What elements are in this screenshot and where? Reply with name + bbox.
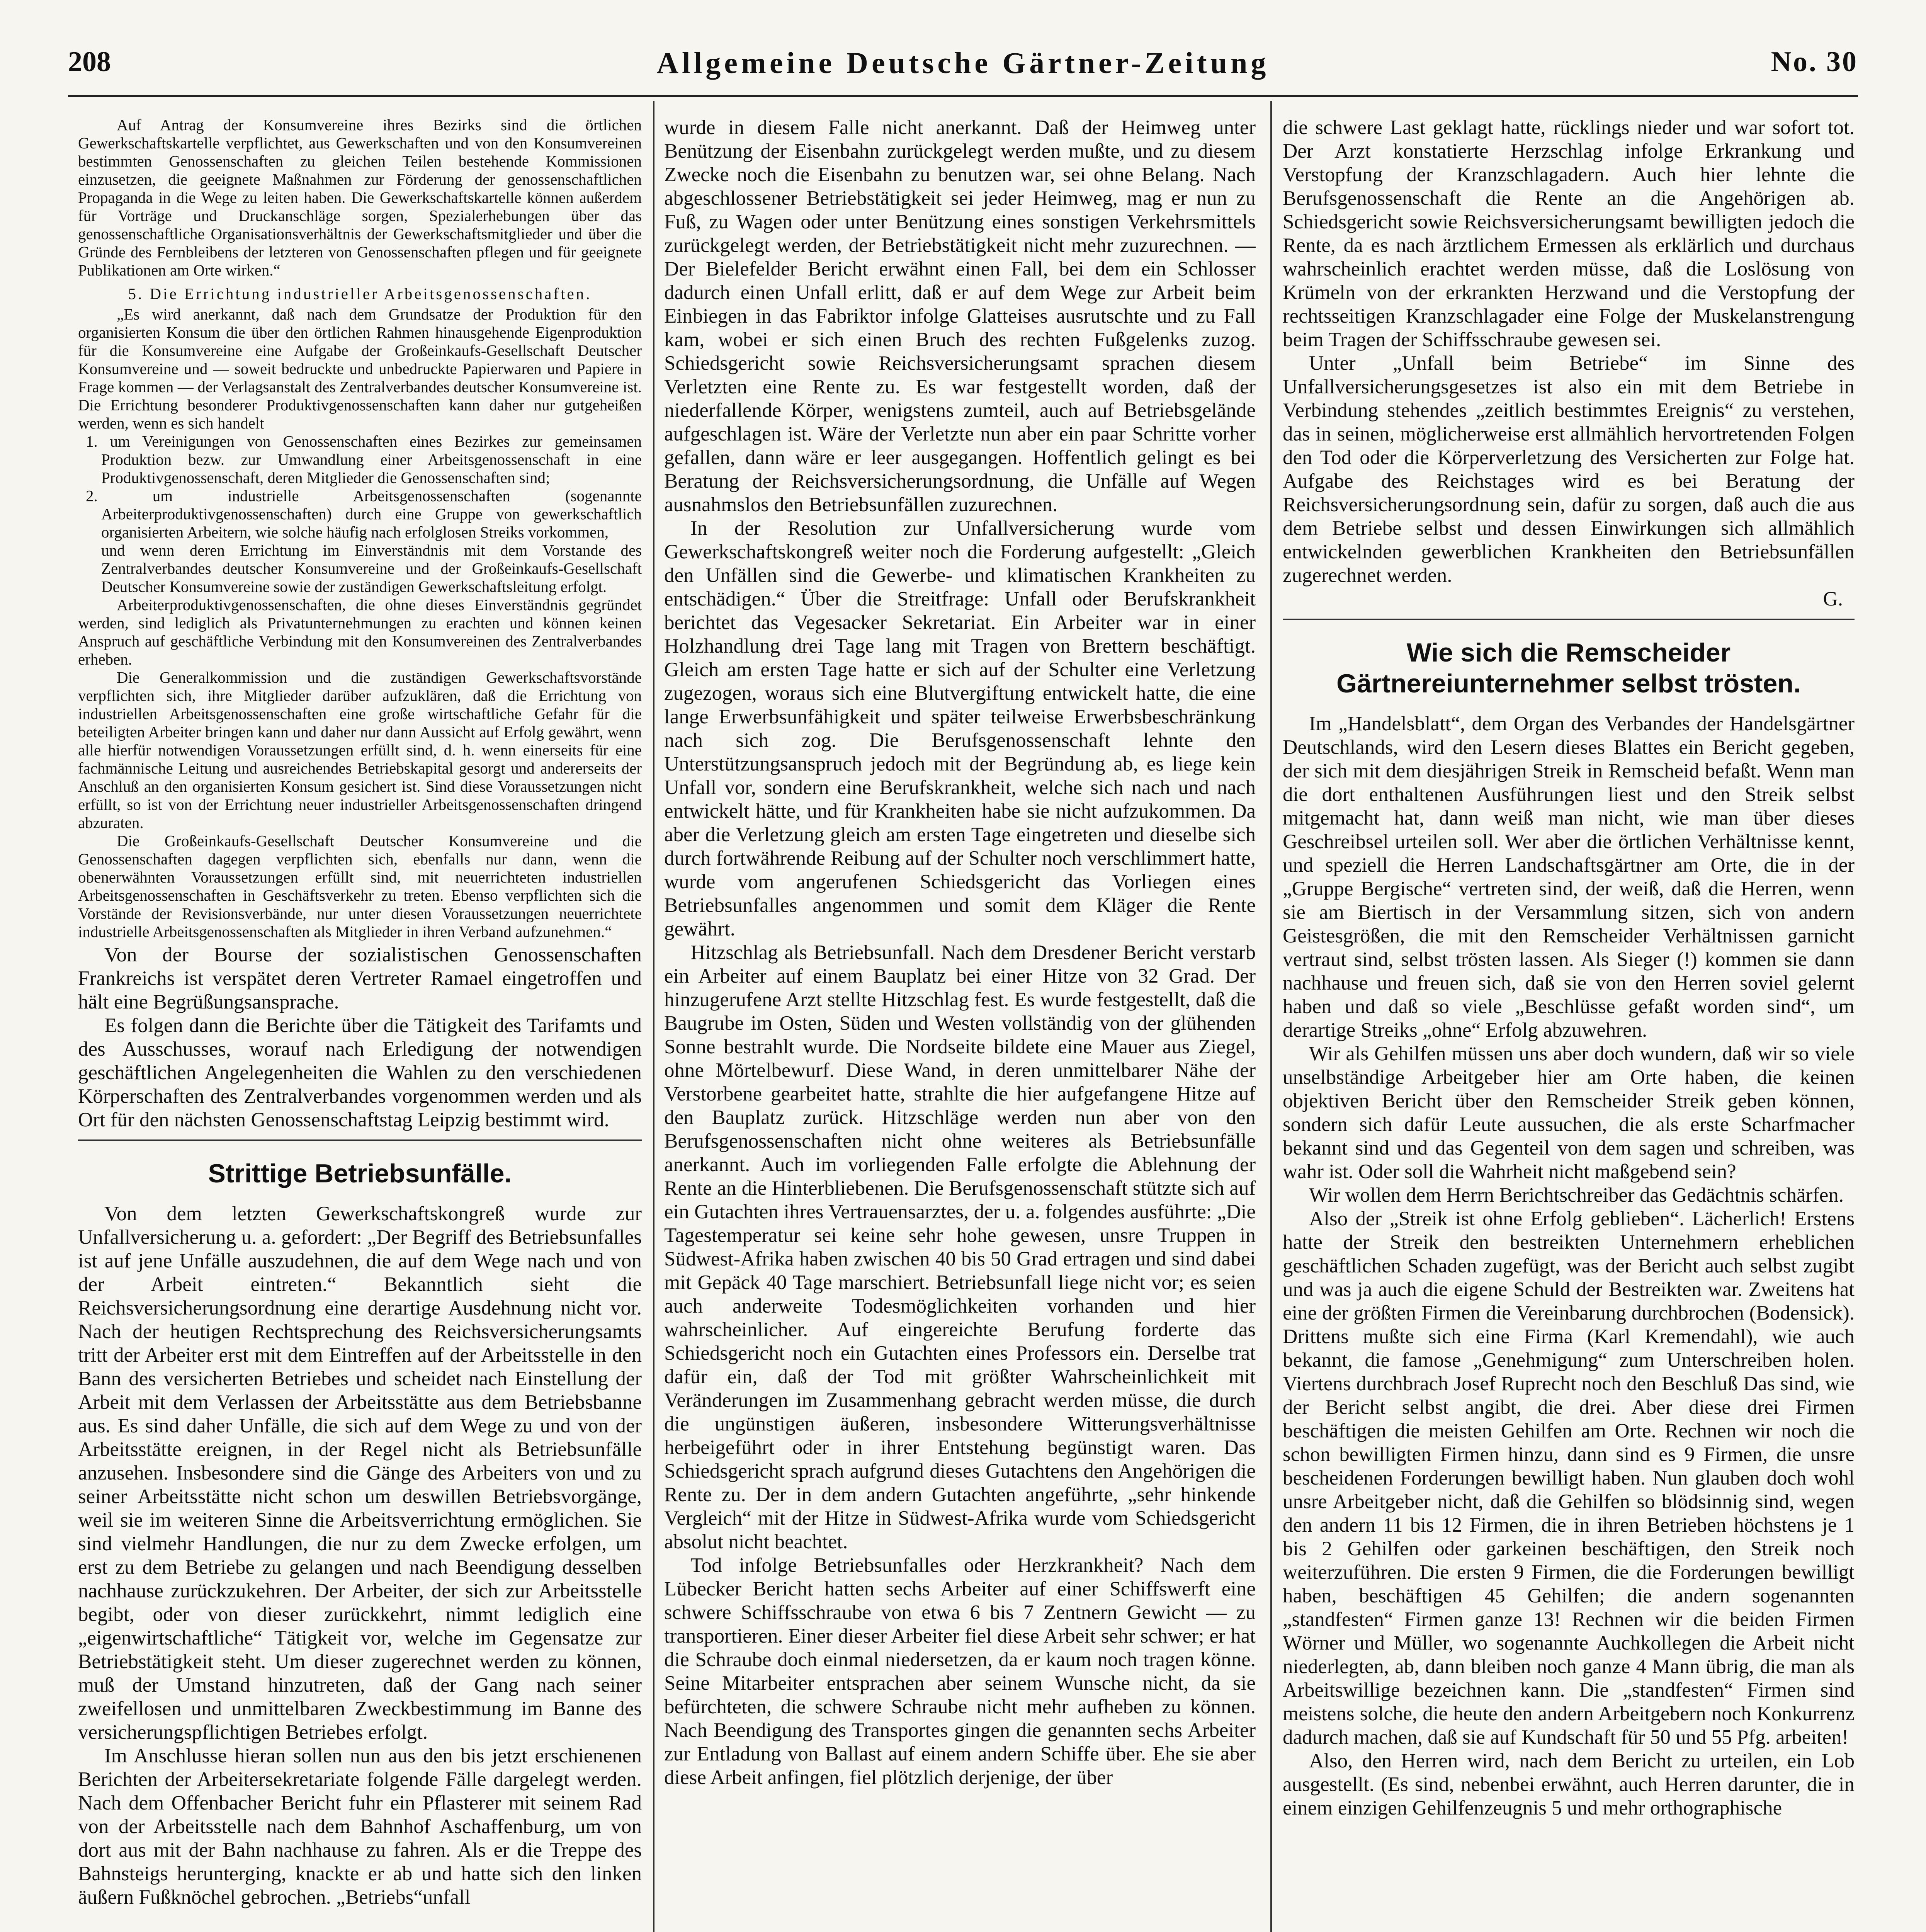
paragraph: Unter „Unfall beim Betriebe“ im Sinne des Unfallversicherungsgesetzes ist also ein mit dem Betriebe in Verbindung stehendes „zeitlich bestimmtes Ereignis“ zu verstehen, das in seinen, möglicherweise erst allmählich hervortretenden Folgen den Tod oder die Körperverletzung des Versicherten zur Folge hat. Aufgabe des Reichstages wird es bei Beratung der Reichsversicherungsordnung sein, dafür zu sorgen, daß auch die aus dem Betriebe selbst und dessen Einwirkungen sich allmählich entwickelnden gewerblichen Krankheiten den Betriebsunfällen zugerechnet werden. xyxy=(1283,352,1855,587)
author-signature: G. xyxy=(1823,588,1843,610)
column-1 xyxy=(78,116,642,1932)
paragraph: Also der „Streik ist ohne Erfolg geblieben“. Lächerlich! Erstens hatte der Streik den bestreikten Unternehmern erheblichen geschäftlichen Schaden zugefügt, was der Bericht auch selbst zugibt und was ja auch die eigene Schuld der Bestreikten war. Zweitens hat eine der größten Firmen die Vereinbarung durchbrochen (Bodensick). Drittens mußte sich eine Firma (Karl Kremendahl), wie auch bekannt, die famose „Genehmigung“ zum Unterschreiben holen. Viertens durchbrach Josef Ruprecht noch den Beschluß Das sind, wie der Bericht selbst angibt, die drei. Aber diese drei Firmen beschäftigen die meisten Gehilfen am Orte. Rechnen wir noch die schon bewilligten Firmen hinzu, dann sind es 9 Firmen, die unsre bescheidenen Forderungen bewilligt haben. Nun glauben doch wohl unsre Arbeitgeber nicht, daß die Gehilfen so blödsinnig sind, wegen den andern 11 bis 12 Firmen, die in ihren Betrieben höchstens je 1 bis 2 Gehilfen oder garkeinen beschäftigen, den Streik noch weiterzuführen. Die ersten 9 Firmen, die die Forderungen bewilligt haben, beschäftigen 45 Gehilfen; die andern sogenannten „standfesten“ Firmen ganze 13! Rechnen wir die beiden Firmen Wörner und Müller, wo sogenannte Auchkollegen die Arbeit nicht niederlegten, ab, dann bleiben noch ganze 4 Mann übrig, die man als Arbeitswillige bezeichnen kann. Die „standfesten“ Firmen sind meistens solche, die heute den andern Arbeitgebern noch Konkurrenz dadurch machen, daß sie auf Kundschaft für 50 und 55 Pfg. arbeiten! xyxy=(1283,1208,1855,1748)
article-body xyxy=(1283,712,1855,1820)
article-body xyxy=(78,1202,642,1909)
paragraph: die schwere Last geklagt hatte, rücklings nieder und war sofort tot. Der Arzt konstatierte Herzschlag infolge Erkrankung und Verstopfung der Kranzschlagadern. Auch hier lehnte die Berufsgenossenschaft die Rente an die Angehörigen ab. Schiedsgericht sowie Reichsversicherungsamt bewilligten jedoch die Rente, da es nach ärztlichem Ermessen als erklärlich und durchaus wahrscheinlich erachtet werden müsse, daß die Loslösung von Krümeln von der erkrankten Herzwand und die Verstopfung der rechtsseitigen Kranzschlagader eine Folge der Muskelanstrengung beim Tragen der Schiffsschraube gewesen sei. xyxy=(1283,116,1855,351)
column-divider xyxy=(653,101,654,1932)
paragraph: Die Generalkommission und die zuständigen Gewerkschaftsvorstände verpflichten sich, ihre Mitglieder darüber aufzuklären, daß die Errichtung von industriellen Arbeitsgenossenschaften eine große wirtschaftliche Gefahr für die beteiligten Arbeiter bringen kann und daher nur dann Aussicht auf Erfolg gewährt, wenn alle hierfür notwendigen Voraussetzungen erfüllt sind, d. h. wenn einerseits für eine fachmännische Leitung und ausreichendes Betriebskapital gesorgt und andererseits der Anschluß an den organisierten Konsum gesichert ist. Sind diese Voraussetzungen nicht erfüllt, so ist von der Errichtung neuer industrieller Arbeitsgenossenschaften dringend abzuraten. xyxy=(78,668,642,832)
page-header xyxy=(68,46,1858,83)
paragraph: wurde in diesem Falle nicht anerkannt. Daß der Heimweg unter Benützung der Eisenbahn zurückgelegt werden mußte, und zu diesem Zwecke noch die Eisenbahn zu benutzen war, sei ohne Belang. Nach abgeschlossener Betriebstätigkeit sei jeder Heimweg, mag er nun zu Fuß, zu Wagen oder unter Benützung eines sonstigen Verkehrsmittels zurückgelegt werden, der Betriebstätigkeit nicht mehr zuzurechnen. — Der Bielefelder Bericht erwähnt einen Fall, bei dem ein Schlosser dadurch einen Unfall erlitt, daß er auf dem Wege zur Arbeit beim Einbiegen in das Fabriktor infolge Glatteises ausrutschte und zu Fall kam, wobei er sich einen Bruch des rechten Fußgelenks zuzog. Schiedsgericht sowie Reichsversicherungsamt sprachen diesem Verletzten eine Rente zu. Es war festgestellt worden, daß der niederfallende Körper, wenigstens zumteil, auch auf Betriebsgelände aufgeschlagen ist. Wäre der Verletzte nun aber ein paar Schritte vorher gefallen, dann wäre er leer ausgegangen. Hoffentlich gelingt es bei Beratung der Reichsversicherungsordnung, die Unfälle auf Wegen ausnahmslos den Betriebsunfällen zuzurechnen. xyxy=(664,116,1256,516)
paragraph: Die Großeinkaufs-Gesellschaft Deutscher Konsumvereine und die Genossenschaften dagegen verpflichten sich, ebenfalls nur dann, wenn die obenerwähnten Voraussetzungen erfüllt sind, mit neuerrichteten industriellen Arbeitsgenossenschaften in Geschäftsverkehr zu treten. Ebenso verpflichten sich die Vorstände der Revisionsverbände, nur unter diesen Voraussetzungen neuerrichtete industrielle Arbeitsgenossenschaften als Mitglieder in ihren Verband aufzunehmen.“ xyxy=(78,832,642,940)
section-rule xyxy=(1283,619,1855,620)
paragraph: Im Anschlusse hieran sollen nun aus den bis jetzt erschienenen Berichten der Arbeitersekretariate folgende Fälle dargelegt werden. Nach dem Offenbacher Bericht fuhr ein Pflasterer mit seinem Rad von der Arbeitsstelle nach dem Bahnhof Aschaffenburg, um von dort aus mit der Bahn nachhause zu fahren. Als er die Treppe des Bahnsteigs herunterging, knackte er ab und hatte sich den linken äußern Fußknöchel gebrochen. „Betriebs“unfall xyxy=(78,1745,642,1908)
column-divider xyxy=(1270,101,1272,1932)
paragraph: Auf Antrag der Konsumvereine ihres Bezirks sind die örtlichen Gewerkschaftskartelle verpflichtet, aus Gewerkschaften und von den Konsumvereinen bestimmten Genossenschaften zu gleichen Teilen bestehende Kommissionen einzusetzen, die geeignete Maßnahmen zur Förderung der genossenschaftlichen Propaganda in die Wege zu leiten haben. Die Gewerkschaftskartelle können außerdem für Vorträge und Druckanschläge sorgen, Spezialerhebungen über das genossenschaftliche Organisationsverhältnis der Gewerkschaftsmitglieder und über die Gründe des Fernbleibens der letzteren von Genossenschaften pflegen und für geeignete Publikationen am Orte wirken.“ xyxy=(78,116,642,279)
section-heading: 5. Die Errichtung industrieller Arbeitsgenossenschaften. xyxy=(128,285,592,303)
paragraph: Wir als Gehilfen müssen uns aber doch wundern, daß wir so viele unselbständige Arbeitgeber hier am Orte haben, die keinen objektiven Bericht über den Remscheider Streik geben können, sondern sich dafür Leute aussuchen, die als erste Scharfmacher bekannt sind und das Gegenteil von dem sagen und schreiben, was wahr ist. Oder soll die Wahrheit nicht maßgebend sein? xyxy=(1283,1043,1855,1183)
paragraph: Von der Bourse der sozialistischen Genossenschaften Frankreichs ist verspätet deren Vertreter Ramael eingetroffen und hält eine Begrüßungsansprache. xyxy=(78,944,642,1013)
page-number: 208 xyxy=(68,46,111,78)
paragraph: Wir wollen dem Herrn Berichtschreiber das Gedächtnis schärfen. xyxy=(1309,1184,1844,1206)
paragraph: Also, den Herren wird, nach dem Bericht zu urteilen, ein Lob ausgestellt. (Es sind, nebenbei erwähnt, auch Herren darunter, die in einem einzigen Gehilfenzeugnis 5 und mehr orthographische xyxy=(1283,1750,1855,1819)
issue-number: No. 30 xyxy=(1771,46,1858,78)
paragraph: und wenn deren Errichtung im Einverständnis mit dem Vorstande des Zentralverbandes deutscher Konsumvereine und der Großeinkaufs-Gesellschaft Deutscher Konsumvereine sowie der zuständigen Gewerkschaftsleitung erfolgt. xyxy=(101,541,642,595)
paragraph: Arbeiterproduktivgenossenschaften, die ohne dieses Einverständnis gegründet werden, sind lediglich als Privatunternehmungen zu erachten und können keinen Anspruch auf geschäftliche Verbindung mit den Konsumvereinen des Zentralverbandes erheben. xyxy=(78,596,642,668)
paragraph: In der Resolution zur Unfallversicherung wurde vom Gewerkschaftskongreß weiter noch die Forderung aufgestellt: „Gleich den Unfällen sind die Gewerbe- und klimatischen Krankheiten zu entschädigen.“ Über die Streitfrage: Unfall oder Berufskrankheit berichtet das Vegesacker Sekretariat. Ein Arbeiter war in einer Holzhandlung drei Tage lang mit Tragen von Brettern beschäftigt. Gleich am ersten Tage hatte er sich auf der Schulter eine Verletzung zugezogen, woraus sich eine Blutvergiftung entwickelt hatte, die eine lange Erwerbsunfähigkeit und später teilweise Erwerbsbeschränkung nach sich zog. Die Berufsgenossenschaft lehnte den Unterstützungsanspruch jedoch mit der Begründung ab, es liege kein Unfall vor, sondern eine Berufskrankheit, welche sich nach und nach entwickelt hätte, und für Krankheiten habe sie nicht aufzukommen. Da aber die Verletzung gleich am ersten Tage eingetreten und dieselbe sich durch fortwährende Reibung auf der Schulter noch verschlimmert hatte, wurde vom angerufenen Schiedsgericht das Vorliegen eines Betriebsunfalles angenommen und somit dem Kläger die Rente gewährt. xyxy=(664,517,1256,940)
small-print-section xyxy=(78,116,642,941)
column-3 xyxy=(1283,116,1855,1932)
paragraph: Im „Handelsblatt“, dem Organ des Verbandes der Handelsgärtner Deutschlands, wird den Lesern dieses Blattes ein Bericht gegeben, der sich mit dem diesjährigen Streik in Remscheid befaßt. Wenn man die dort enthaltenen Ausführungen liest und den Streik selbst mitgemacht hat, dann weiß man nicht, wie man über dieses Geschreibsel urteilen soll. Wer aber die örtlichen Verhältnisse kennt, und speziell die Herren Landschaftsgärtner am Orte, die in der „Gruppe Bergische“ vertreten sind, der weiß, daß die Herren, wenn sie am Biertisch in der Versammlung sitzen, sich von andern Geistesgrößen, die mit den Remscheider Verhältnissen garnicht vertraut sind, selbst trösten lassen. Als Sieger (!) kommen sie dann nachhause und freuen sich, daß sie von den Herren soviel gelernt haben und daß so viele „Beschlüsse gefaßt worden sind“, um derartige Streiks „ohne“ Erfolg abzuwehren. xyxy=(1283,713,1855,1041)
article-headline: Wie sich die Remscheider Gärtnereiunternehmer selbst trösten. xyxy=(1336,638,1801,698)
article-headline: Strittige Betriebsunfälle. xyxy=(208,1159,512,1188)
paragraph: Tod infolge Betriebsunfalles oder Herzkrankheit? Nach dem Lübecker Bericht hatten sechs Arbeiter auf einer Schiffswerft eine schwere Schiffsschraube von etwa 6 bis 7 Zentnern Gewicht — zu transportieren. Einer dieser Arbeiter fiel diese Arbeit sehr schwer; er hat die Schraube doch einmal niedersetzen, da er kaum noch tragen könne. Seine Mitarbeiter entsprachen aber seinem Wunsche nicht, da sie befürchteten, die schwere Schraube nicht mehr aufheben zu können. Nach Beendigung des Transportes gingen die genannten sechs Arbeiter zur Entladung von Ballast auf einem andern Schiffe über. Ehe sie aber diese Arbeit anfingen, fiel plötzlich derjenige, der über xyxy=(664,1554,1256,1789)
body-section xyxy=(78,943,642,1132)
header-rule xyxy=(68,95,1858,97)
newspaper-title: Allgemeine Deutsche Gärtner-Zeitung xyxy=(656,46,1270,80)
section-rule xyxy=(78,1139,642,1141)
paragraph: Von dem letzten Gewerkschaftskongreß wurde zur Unfallversicherung u. a. gefordert: „Der Begriff des Betriebsunfalles ist auf jene Unfälle auszudehnen, die auf dem Wege nach und von der Arbeit eintreten.“ Bekanntlich sieht die Reichsversicherungsordnung eine derartige Ausdehnung nicht vor. Nach der heutigen Rechtsprechung des Reichsversicherungsamts tritt der Arbeiter erst mit dem Eintreffen auf der Arbeitsstelle in den Bann des versicherten Betriebes und scheidet nach Einstellung der Arbeit mit dem Verlassen der Arbeitsstätte aus dem Betriebsbanne aus. Es sind daher Unfälle, die sich auf dem Wege zu und von der Arbeitsstätte ereignen, in der Regel nicht als Betriebsunfälle anzusehen. Insbesondere sind die Gänge des Arbeiters von und zu seiner Arbeitsstätte nicht schon um deswillen Betriebsvorgänge, weil sie im weiteren Sinne die Arbeitsverrichtung ermöglichen. Sie sind vielmehr Handlungen, die nur zu dem Zwecke erfolgen, um erst zu dem Betriebe zu gelangen und nach Beendigung desselben nachhause zurückzukehren. Der Arbeiter, der sich zur Arbeitsstelle begibt, oder von dieser zurückkehrt, nimmt lediglich eine „eigenwirtschaftliche“ Tätigkeit vor, welche im Gegensatze zur Betriebstätigkeit steht. Um dieser zugerechnet werden zu können, muß der Umstand hinzutreten, daß der Gang nach seiner zweifellosen und unmittelbaren Zweckbestimmung im Banne des versicherungspflichtigen Betriebes erfolgt. xyxy=(78,1202,642,1743)
list-item: 2. um industrielle Arbeitsgenossenschaften (sogenannte Arbeiterproduktivgenossenschaften) durch eine Gruppe von gewerkschaftlich organisierten Arbeitern, wie solche häufig nach erfolglosen Streiks vorkommen, xyxy=(86,487,642,541)
paragraph: Hitzschlag als Betriebsunfall. Nach dem Dresdener Bericht verstarb ein Arbeiter auf einem Bauplatz bei einer Hitze von 32 Grad. Der hinzugerufene Arzt stellte Hitzschlag fest. Es wurde festgestellt, daß die Baugrube im Osten, Süden und Westen vollständig von der glühenden Sonne bestrahlt wurde. Die Nordseite bildete eine Mauer aus Ziegel, ohne Mörtelbewurf. Diese Wand, in deren unmittelbarer Nähe der Verstorbene gearbeitet hatte, strahlte die hier aufgefangene Hitze auf den Bauplatz zurück. Hitzschläge werden nun aber von den Berufsgenossenschaften nicht ohne weiteres als Betriebsunfälle anerkannt. Auch im vorliegenden Falle erfolgte die Ablehnung der Rente an die Hinterbliebenen. Die Berufsgenossenschaft stützte sich auf ein Gutachten ihres Vertrauensarztes, der u. a. folgendes ausführte: „Die Tagestemperatur sei keine sehr hohe gewesen, unsre Truppen in Südwest-Afrika haben zwischen 40 bis 50 Grad ertragen und sind dabei mit Gepäck 40 Tage marschiert. Betriebsunfall liege nicht vor; es seien auch anderweite Todesmöglichkeiten vorhanden und hier wahrscheinlicher. Auf eingereichte Berufung forderte das Schiedsgericht noch ein Gutachten eines Professors ein. Derselbe trat dafür ein, daß der Tod mit größter Wahrscheinlichkeit mit Veränderungen im Zusammenhang gebracht werden müsse, die durch die ungünstigen äußeren, insbesondere Witterungsverhältnisse herbeigeführt oder in ihrer Entstehung begünstigt waren. Das Schiedsgericht sprach aufgrund dieses Gutachtens den Angehörigen die Rente zu. Der in dem andern Gutachten angeführte, „sehr hinkende Vergleich“ mit der Hitze in Südwest-Afrika wurde vom Schiedsgericht absolut nicht beachtet. xyxy=(664,941,1256,1553)
column-2 xyxy=(664,116,1256,1932)
list-item: 1. um Vereinigungen von Genossenschaften eines Bezirkes zur gemeinsamen Produktion bezw. zur Umwandlung einer Arbeitsgenossenschaft in eine Produktivgenossenschaft, deren Mitglieder die Genossenschaften sind; xyxy=(86,432,642,486)
article-body xyxy=(1283,116,1855,611)
paragraph: „Es wird anerkannt, daß nach dem Grundsatze der Produktion für den organisierten Konsum die über den örtlichen Rahmen hinausgehende Eigenproduktion für die Konsumvereine eine Aufgabe der Großeinkaufs-Gesellschaft Deutscher Konsumvereine und — soweit bedruckte und unbedruckte Papierwaren und Papiere in Frage kommen — der Verlagsanstalt des Zentralverbandes deutscher Konsumvereine ist. Die Errichtung besonderer Produktivgenossenschaften kann daher nur gutgeheißen werden, wenn es sich handelt xyxy=(78,305,642,432)
paragraph: Es folgen dann die Berichte über die Tätigkeit des Tarifamts und des Ausschusses, worauf nach Erledigung der notwendigen geschäftlichen Angelegenheiten die Wahlen zu den verschiedenen Körperschaften des Zentralverbandes vorgenommen werden und als Ort für den nächsten Genossenschaftstag Leipzig bestimmt wird. xyxy=(78,1014,642,1131)
